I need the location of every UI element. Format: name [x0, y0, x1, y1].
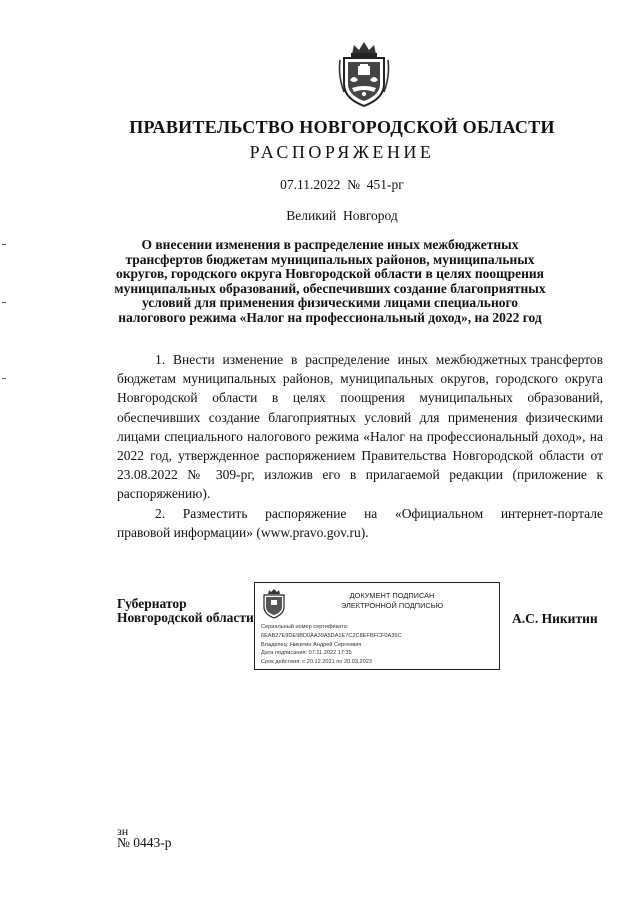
signatory-position: [117, 597, 254, 625]
margin-mark: [2, 302, 6, 303]
signatory-name: А.С. Никитин: [512, 611, 598, 626]
stamp-header: [289, 591, 495, 611]
novgorod-coat-of-arms-icon: [336, 40, 392, 108]
cert-validity: Срок действия: с 20.12.2021 по 20.03.2023: [261, 659, 372, 666]
position-line-2: Новгородской области: [117, 610, 254, 625]
document-subject: О внесении изменения в распределение иных межбюджетных трансфертов бюджетам муниципальных районов, муниципальных округов, городского округа Новгородской области в целях поощрения муниципальных образований, обеспечивших создание благоприятных условий для применения физическими лицами специального налогового режима «Налог на профессиональный доход», на 2022 год: [114, 237, 546, 325]
cert-owner: Владелец: Никитин Андрей Сергеевич: [261, 641, 362, 648]
stamp-line-1: ДОКУМЕНТ ПОДПИСАН: [349, 591, 435, 600]
margin-mark: [2, 244, 6, 245]
electronic-signature-stamp: [254, 582, 500, 670]
author-initials: зн: [117, 824, 129, 838]
footer-code: [117, 826, 172, 848]
document-code: № 0443-р: [117, 835, 172, 850]
document-body: [117, 350, 607, 542]
document-type: РАСПОРЯЖЕНИЕ: [249, 142, 435, 162]
sign-date: Дата подписания: 07.11.2022 17:35: [261, 650, 352, 657]
coat-of-arms-icon: [261, 589, 287, 619]
stamp-line-2: ЭЛЕКТРОННОЙ ПОДПИСЬЮ: [340, 601, 444, 610]
cert-number: 6EAB27E9DE9BD0AA39A5DA1E7C2C8EFBFCF0A35C: [261, 632, 402, 639]
cert-label: Сериальный номер сертификата:: [261, 624, 349, 630]
date-and-number: 07.11.2022 № 451-рг: [280, 177, 404, 192]
stamp-details: [261, 623, 497, 667]
city: Великий Новгород: [286, 208, 398, 223]
government-title: ПРАВИТЕЛЬСТВО НОВГОРОДСКОЙ ОБЛАСТИ: [129, 117, 555, 137]
margin-mark: [2, 378, 6, 379]
position-line-1: Губернатор: [117, 596, 187, 611]
paragraph-2: 2. Разместить распоряжение на «Официальном интернет-портале правовой информации» (www.pravo.gov.ru).: [117, 505, 607, 540]
paragraph-1: 1. Внести изменение в распределение иных межбюджетных трансфертов бюджетам муниципальных районов, муниципальных округов, городского округа Новгородской области в целях поощрения муниципальных образований, обеспечивших создание благоприятных условий для применения физическими лицами специального налогового режима «Налог на профессиональный доход», на 2022 год, утвержденное распоряжением Правительства Новгородской области от 23.08.2022 № 309-рг, изложив его в прилагаемой редакции (приложение к распоряжению).: [117, 352, 607, 502]
